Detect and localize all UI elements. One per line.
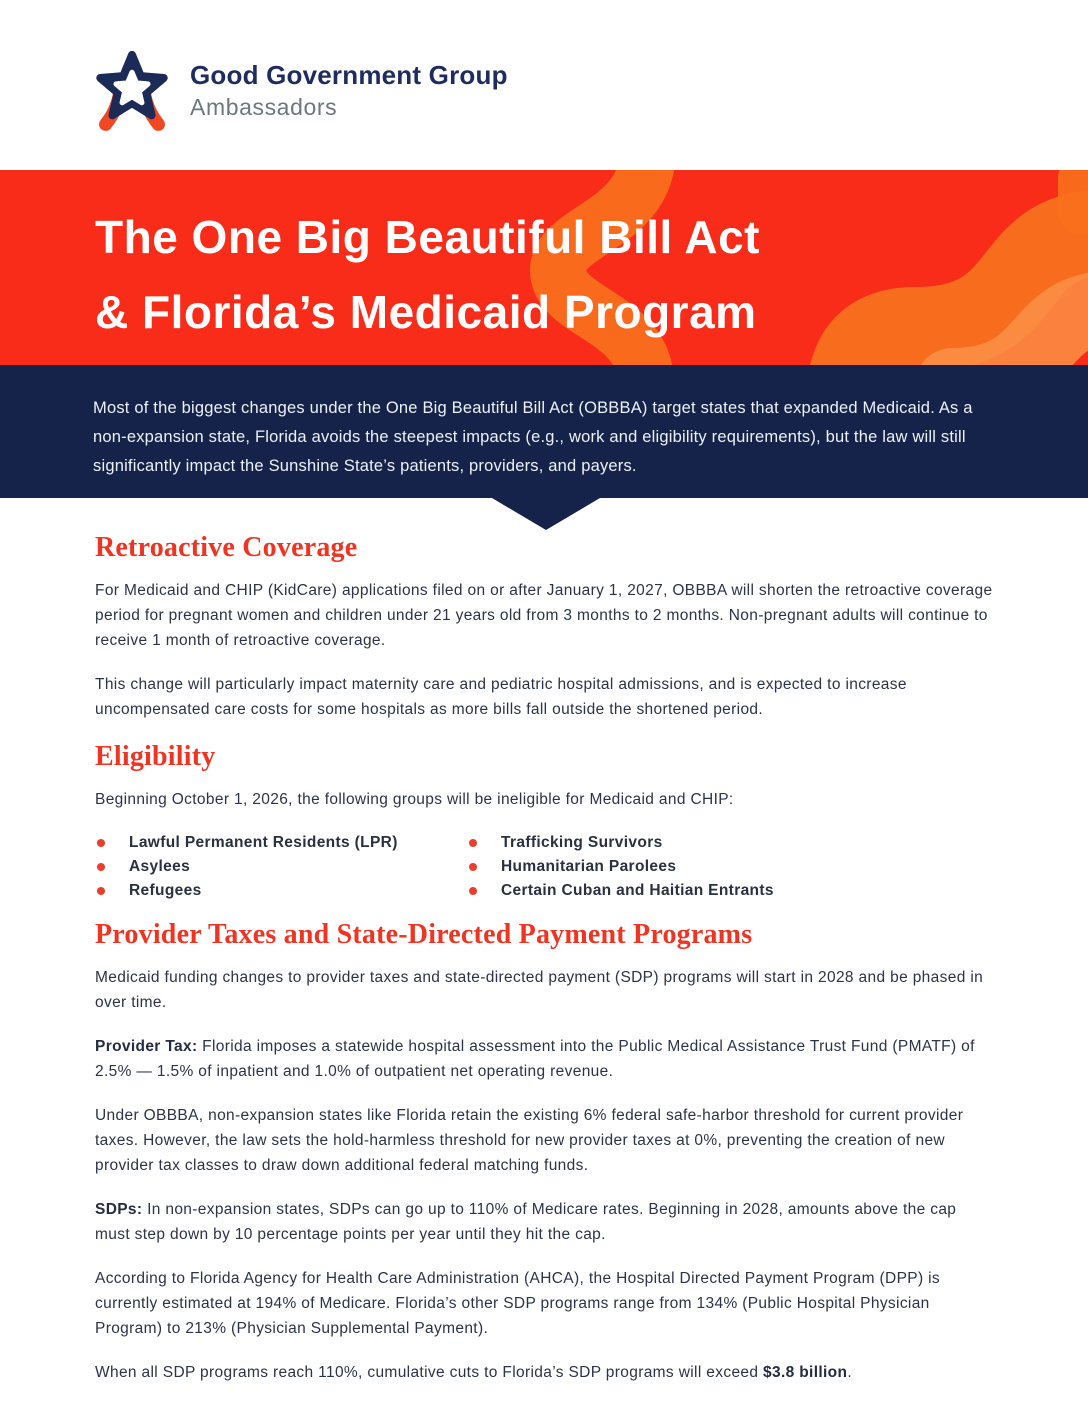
star-ribbon-logo-icon — [88, 46, 176, 134]
eligibility-bullet-list — [97, 831, 993, 903]
list-item-label: Trafficking Survivors — [501, 834, 663, 851]
bullet-dot-icon — [97, 887, 105, 895]
section-heading-retroactive-coverage: Retroactive Coverage — [95, 532, 358, 563]
list-item — [469, 882, 993, 900]
intro-band — [0, 365, 1088, 498]
provider-paragraph-1: Medicaid funding changes to provider taxes and state-directed payment (SDP) programs will start in 2028 and be phased in over time. — [95, 969, 984, 1011]
cumulative-cuts-paragraph — [95, 1360, 993, 1385]
list-item — [97, 858, 469, 876]
intro-paragraph: Most of the biggest changes under the One Big Beautiful Bill Act (OBBBA) target states that expanded Medicaid. As a non-expansion state, Florida avoids the steepest impacts (e.g., work and eligibility requirements), but the law will still significantly impact the Sunshine State’s patients, providers, and payers. — [93, 399, 973, 475]
list-item-label: Asylees — [129, 858, 191, 875]
sdps-paragraph — [95, 1197, 993, 1247]
section-heading-provider-taxes: Provider Taxes and State-Directed Payment Programs — [95, 919, 753, 950]
list-item-label: Lawful Permanent Residents (LPR) — [129, 834, 398, 851]
sdps-label: SDPs: — [95, 1201, 143, 1218]
cumulative-cuts-amount: $3.8 billion — [763, 1364, 848, 1381]
logo-text — [190, 60, 508, 121]
list-item-label: Certain Cuban and Haitian Entrants — [501, 882, 774, 899]
bullet-dot-icon — [97, 863, 105, 871]
list-item — [469, 834, 993, 852]
title-banner — [0, 170, 1088, 365]
retroactive-paragraph-1: For Medicaid and CHIP (KidCare) applications filed on or after January 1, 2027, OBBBA will shorten the retroactive coverage period for pregnant women and children under 21 years old from 3 months to 2 months. Non-pregnant adults will continue to receive 1 month of retroactive coverage. — [95, 582, 993, 649]
org-logo — [88, 46, 508, 134]
page-title-line2: & Florida’s Medicaid Program — [95, 286, 757, 338]
ahca-paragraph: According to Florida Agency for Health Care Administration (AHCA), the Hospital Directed Payment Program (DPP) is currently estimated at 194% of Medicare. Florida’s other SDP programs range from 134% (Public Hospital Physician Program) to 213% (Physician Supplemental Payment). — [95, 1270, 941, 1337]
list-item — [469, 858, 993, 876]
org-subtitle: Ambassadors — [190, 93, 338, 120]
cumulative-cuts-end: . — [847, 1364, 852, 1381]
page-title — [95, 200, 760, 350]
cumulative-cuts-text: When all SDP programs reach 110%, cumulative cuts to Florida’s SDP programs will exceed — [95, 1364, 764, 1381]
eligibility-intro: Beginning October 1, 2026, the following groups will be ineligible for Medicaid and CHIP: — [95, 791, 734, 808]
bullet-dot-icon — [469, 863, 477, 871]
provider-tax-label: Provider Tax: — [95, 1038, 198, 1055]
section-heading-eligibility: Eligibility — [95, 741, 216, 772]
bullet-dot-icon — [97, 839, 105, 847]
pointer-triangle-icon — [492, 498, 600, 530]
list-item-label: Humanitarian Parolees — [501, 858, 677, 875]
list-item — [97, 882, 469, 900]
org-name: Good Government Group — [190, 59, 508, 90]
page-title-line1: The One Big Beautiful Bill Act — [95, 211, 760, 263]
bullet-dot-icon — [469, 887, 477, 895]
list-item-label: Refugees — [129, 882, 202, 899]
provider-paragraph-3: Under OBBBA, non-expansion states like Florida retain the existing 6% federal safe-harbor threshold for current provider taxes. However, the law sets the hold-harmless threshold for new provider taxes at 0%, preventing the creation of new provider tax classes to draw down additional federal matching funds. — [95, 1107, 964, 1174]
header — [0, 0, 1088, 170]
retroactive-paragraph-2: This change will particularly impact maternity care and pediatric hospital admissions, and is expected to increase uncompensated care costs for some hospitals as more bills fall outside the shortened period. — [95, 676, 907, 718]
provider-tax-text: Florida imposes a statewide hospital assessment into the Public Medical Assistance Trust Fund (PMATF) of 2.5% — 1.5% of inpatient and 1.0% of outpatient net operating revenue. — [95, 1038, 975, 1080]
provider-tax-paragraph — [95, 1034, 993, 1084]
bullet-dot-icon — [469, 839, 477, 847]
main-content — [0, 498, 1088, 1385]
list-item — [97, 834, 469, 852]
sdps-text: In non-expansion states, SDPs can go up to 110% of Medicare rates. Beginning in 2028, amounts above the cap must step down by 10 percentage points per year until they hit the cap. — [95, 1201, 957, 1243]
